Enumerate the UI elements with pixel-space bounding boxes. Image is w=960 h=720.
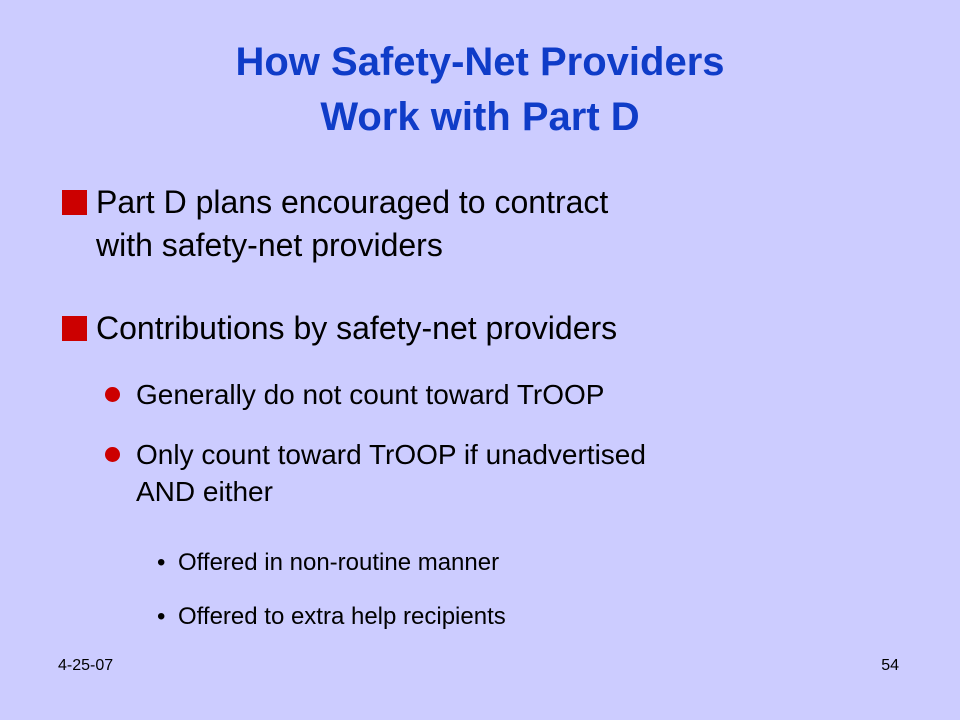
sub-bullet-text bbox=[136, 436, 935, 510]
slide-title-line-2: Work with Part D bbox=[320, 95, 640, 139]
dot-bullet-icon: • bbox=[157, 549, 166, 576]
footer-date: 4-25-07 bbox=[58, 657, 114, 674]
round-bullet-icon bbox=[105, 447, 120, 462]
sub-bullet-item bbox=[105, 376, 935, 413]
sub-bullet-text-line-2: AND either bbox=[136, 476, 273, 507]
footer-page-number: 54 bbox=[881, 657, 899, 674]
square-bullet-icon bbox=[62, 190, 87, 215]
bullet-item bbox=[62, 181, 922, 267]
bullet-item bbox=[62, 307, 922, 350]
sub-bullet-text: Generally do not count toward TrOOP bbox=[136, 379, 605, 410]
round-bullet-icon bbox=[105, 387, 120, 402]
sub-sub-bullet-text: Offered to extra help recipients bbox=[178, 603, 506, 630]
sub-sub-bullet-item bbox=[157, 601, 917, 632]
sub-sub-bullet-item bbox=[157, 547, 917, 578]
dot-bullet-icon: • bbox=[157, 603, 166, 630]
slide-title bbox=[0, 35, 960, 145]
slide-title-line-1: How Safety-Net Providers bbox=[235, 40, 725, 84]
sub-bullet-text-line-1: Only count toward TrOOP if unadvertised bbox=[136, 439, 646, 470]
bullet-text: Contributions by safety-net providers bbox=[96, 310, 618, 346]
bullet-text-line-1: Part D plans encouraged to contract bbox=[96, 184, 609, 220]
bullet-text bbox=[96, 181, 922, 267]
sub-bullet-item bbox=[105, 436, 935, 510]
square-bullet-icon bbox=[62, 316, 87, 341]
bullet-text-line-2: with safety-net providers bbox=[96, 227, 443, 263]
sub-sub-bullet-text: Offered in non-routine manner bbox=[178, 549, 500, 576]
